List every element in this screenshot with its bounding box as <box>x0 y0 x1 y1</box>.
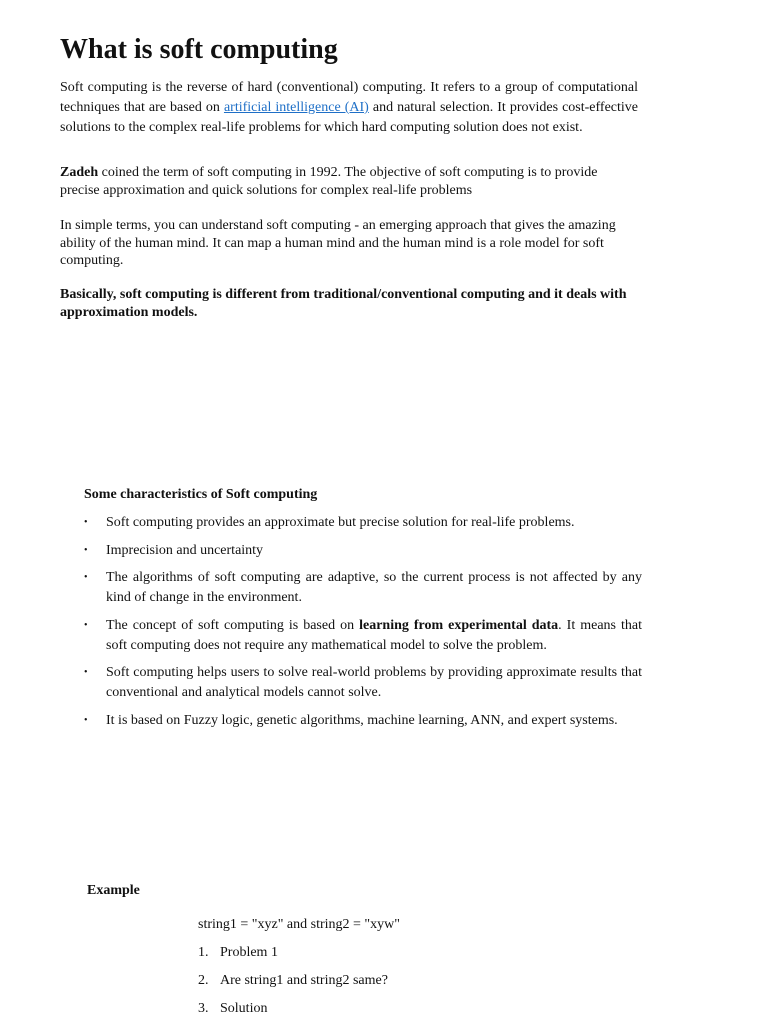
step-number: 2. <box>198 973 209 988</box>
list-item-text-before: The concept of soft computing is based on <box>106 617 360 633</box>
bullet-icon: • <box>84 667 88 678</box>
characteristics-heading: Some characteristics of Soft computing <box>84 487 318 502</box>
zadeh-paragraph <box>60 164 638 199</box>
intro-text-after-link: and natural selection. It provides cost-effective solutions to the complex real-life problems for which hard computing solution does not exist. <box>60 100 638 135</box>
bullet-icon: • <box>84 619 88 631</box>
step-text: Solution <box>220 1001 268 1016</box>
simple-terms-paragraph: In simple terms, you can understand soft computing - an emerging approach that gives the amazing ability of the human mind. It can map a human mind and the human mind is a role model for soft computing. <box>60 218 616 268</box>
step-text: Problem 1 <box>220 945 278 960</box>
list-item-text: The algorithms of soft computing are adaptive, so the current process is not affected by any kind of change in the environment. <box>106 570 642 605</box>
list-item <box>84 711 642 731</box>
list-item-text: Imprecision and uncertainty <box>106 542 264 558</box>
list-item <box>84 616 642 656</box>
intro-text-before-link: Soft computing is the reverse of hard (conventional) computing. It refers to a group of computational techniques that are based on <box>60 80 638 115</box>
list-item <box>84 541 642 561</box>
list-item <box>84 568 642 608</box>
list-item <box>84 513 642 533</box>
step-number: 1. <box>198 945 209 960</box>
bullet-icon: • <box>84 572 88 583</box>
list-item-text: Soft computing helps users to solve real-world problems by providing approximate results that conventional and analytical models cannot solve. <box>106 665 642 700</box>
intro-paragraph <box>60 78 638 138</box>
example-code-line: string1 = "xyz" and string2 = "xyw" <box>198 917 400 932</box>
zadeh-text: coined the term of soft computing in 1992. The objective of soft computing is to provide precise approximation and quick solutions for complex real-life problems <box>60 165 598 198</box>
step-text: Are string1 and string2 same? <box>220 973 388 988</box>
zadeh-name: Zadeh <box>60 165 99 180</box>
bullet-icon: • <box>84 517 88 528</box>
example-heading: Example <box>87 883 140 898</box>
step-number: 3. <box>198 1001 209 1016</box>
example-steps-list <box>198 944 388 1028</box>
list-item <box>84 663 642 703</box>
list-item <box>198 972 388 1000</box>
list-item-text: Soft computing provides an approximate but precise solution for real-life problems. <box>106 515 575 530</box>
list-item-bold-phrase: learning from experimental data <box>359 617 559 633</box>
bullet-icon: • <box>84 714 88 726</box>
ai-link[interactable]: artificial intelligence (AI) <box>223 100 369 115</box>
characteristics-list <box>84 513 642 738</box>
bullet-icon: • <box>84 544 88 556</box>
basically-paragraph: Basically, soft computing is different from traditional/conventional computing and it deals with approximation models. <box>60 287 627 320</box>
list-item <box>198 944 388 972</box>
list-item-text: It is based on Fuzzy logic, genetic algorithms, machine learning, ANN, and expert systems. <box>106 712 618 728</box>
page-title: What is soft computing <box>60 34 338 65</box>
list-item-text-after: . It means that soft computing does not require any mathematical model to solve the problem. <box>106 617 642 653</box>
